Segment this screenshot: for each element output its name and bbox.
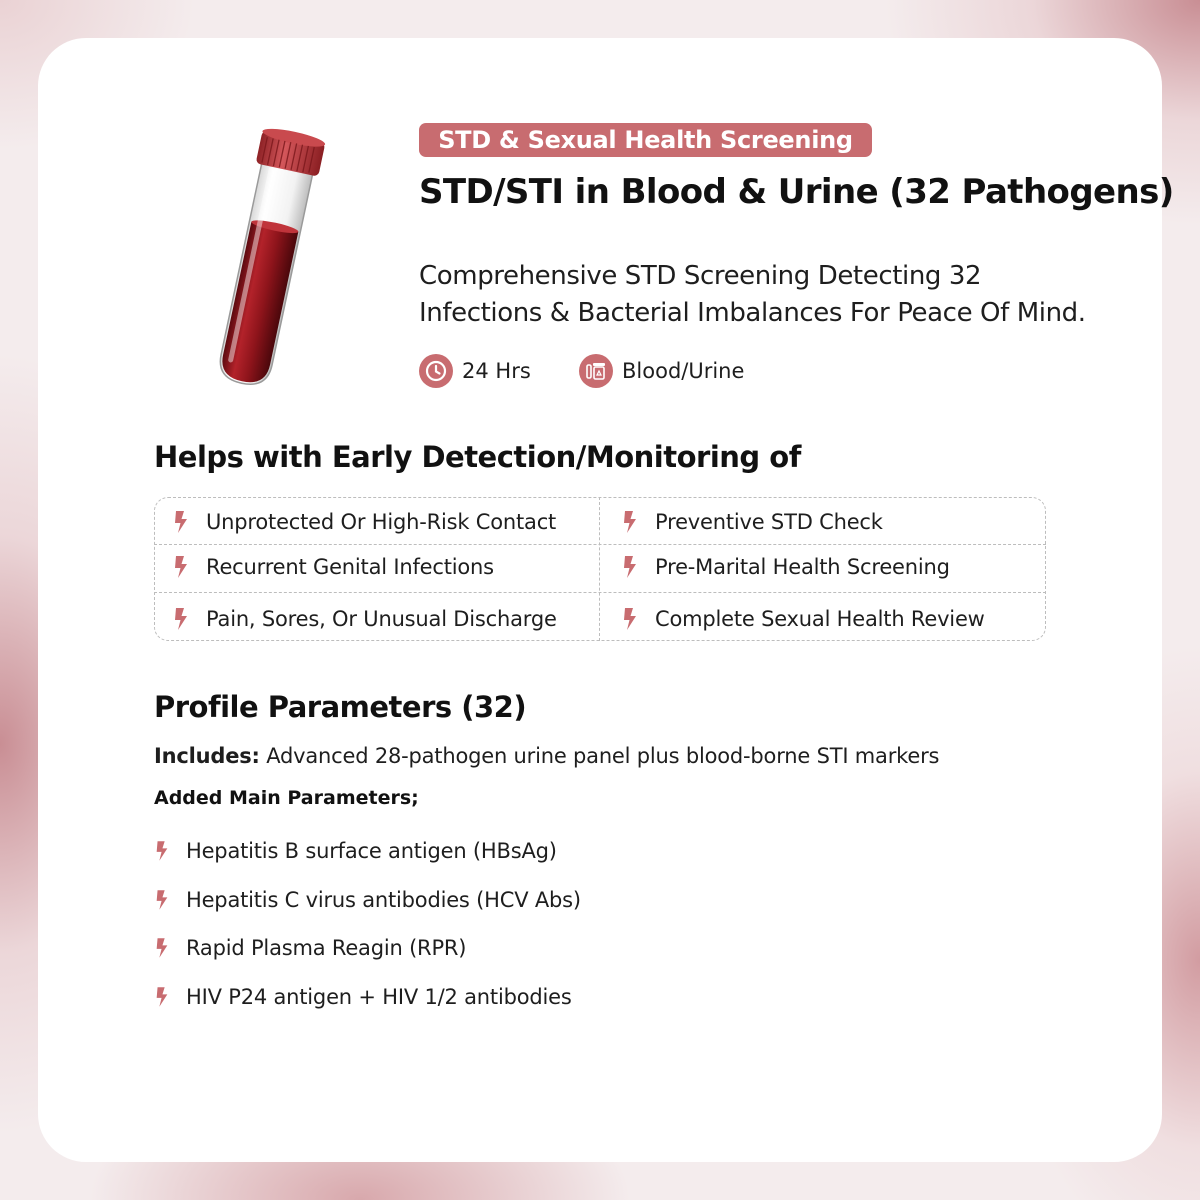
turnaround-time — [419, 354, 531, 388]
detection-item — [172, 550, 494, 584]
detection-item-label: Recurrent Genital Infections — [206, 555, 494, 579]
lightning-bolt-icon — [621, 510, 639, 534]
clock-icon — [419, 354, 453, 388]
detection-item — [172, 505, 556, 539]
detection-item — [621, 602, 985, 636]
parameters-heading: Profile Parameters (32) — [154, 690, 527, 724]
lightning-bolt-icon — [621, 555, 639, 579]
parameter-item — [154, 834, 557, 868]
lightning-bolt-icon — [154, 889, 170, 911]
parameter-item-label: Hepatitis C virus antibodies (HCV Abs) — [186, 888, 581, 912]
parameter-item-label: Hepatitis B surface antigen (HBsAg) — [186, 839, 557, 863]
detection-item — [621, 505, 883, 539]
lightning-bolt-icon — [172, 555, 190, 579]
lightning-bolt-icon — [154, 986, 170, 1008]
detection-item-label: Complete Sexual Health Review — [655, 607, 985, 631]
includes-label: Includes: — [154, 744, 260, 768]
sample-type — [579, 354, 744, 388]
lightning-bolt-icon — [154, 840, 170, 862]
detection-item-label: Pain, Sores, Or Unusual Discharge — [206, 607, 557, 631]
parameter-item — [154, 980, 572, 1014]
category-tag: STD & Sexual Health Screening — [419, 123, 872, 157]
detection-item — [172, 602, 557, 636]
description-line: Infections & Bacterial Imbalances For Peace Of Mind. — [419, 298, 1086, 328]
divider — [154, 544, 1046, 545]
includes-description: Advanced 28-pathogen urine panel plus blood-borne STI markers — [259, 744, 940, 768]
includes-text — [154, 744, 939, 768]
divider — [599, 497, 600, 641]
detection-item-label: Unprotected Or High-Risk Contact — [206, 510, 557, 534]
added-parameters-label: Added Main Parameters; — [154, 787, 419, 809]
sample-container-icon — [579, 354, 613, 388]
description-line: Comprehensive STD Screening Detecting 32 — [419, 261, 982, 291]
sample-type-label: Blood/Urine — [622, 359, 745, 383]
parameter-item-label: Rapid Plasma Reagin (RPR) — [186, 936, 467, 960]
lightning-bolt-icon — [621, 607, 639, 631]
detection-item-label: Pre-Marital Health Screening — [655, 555, 950, 579]
detection-heading: Helps with Early Detection/Monitoring of — [154, 440, 801, 474]
lightning-bolt-icon — [172, 607, 190, 631]
divider — [154, 592, 1046, 593]
lightning-bolt-icon — [172, 510, 190, 534]
page-title: STD/STI in Blood & Urine (32 Pathogens) — [419, 172, 1174, 212]
detection-item-label: Preventive STD Check — [655, 510, 883, 534]
parameter-item — [154, 931, 466, 965]
blood-test-tube-icon — [198, 124, 338, 394]
parameter-item — [154, 883, 581, 917]
test-description — [419, 258, 1159, 332]
detection-item — [621, 550, 950, 584]
turnaround-time-label: 24 Hrs — [462, 359, 531, 383]
lightning-bolt-icon — [154, 937, 170, 959]
parameter-item-label: HIV P24 antigen + HIV 1/2 antibodies — [186, 985, 572, 1009]
